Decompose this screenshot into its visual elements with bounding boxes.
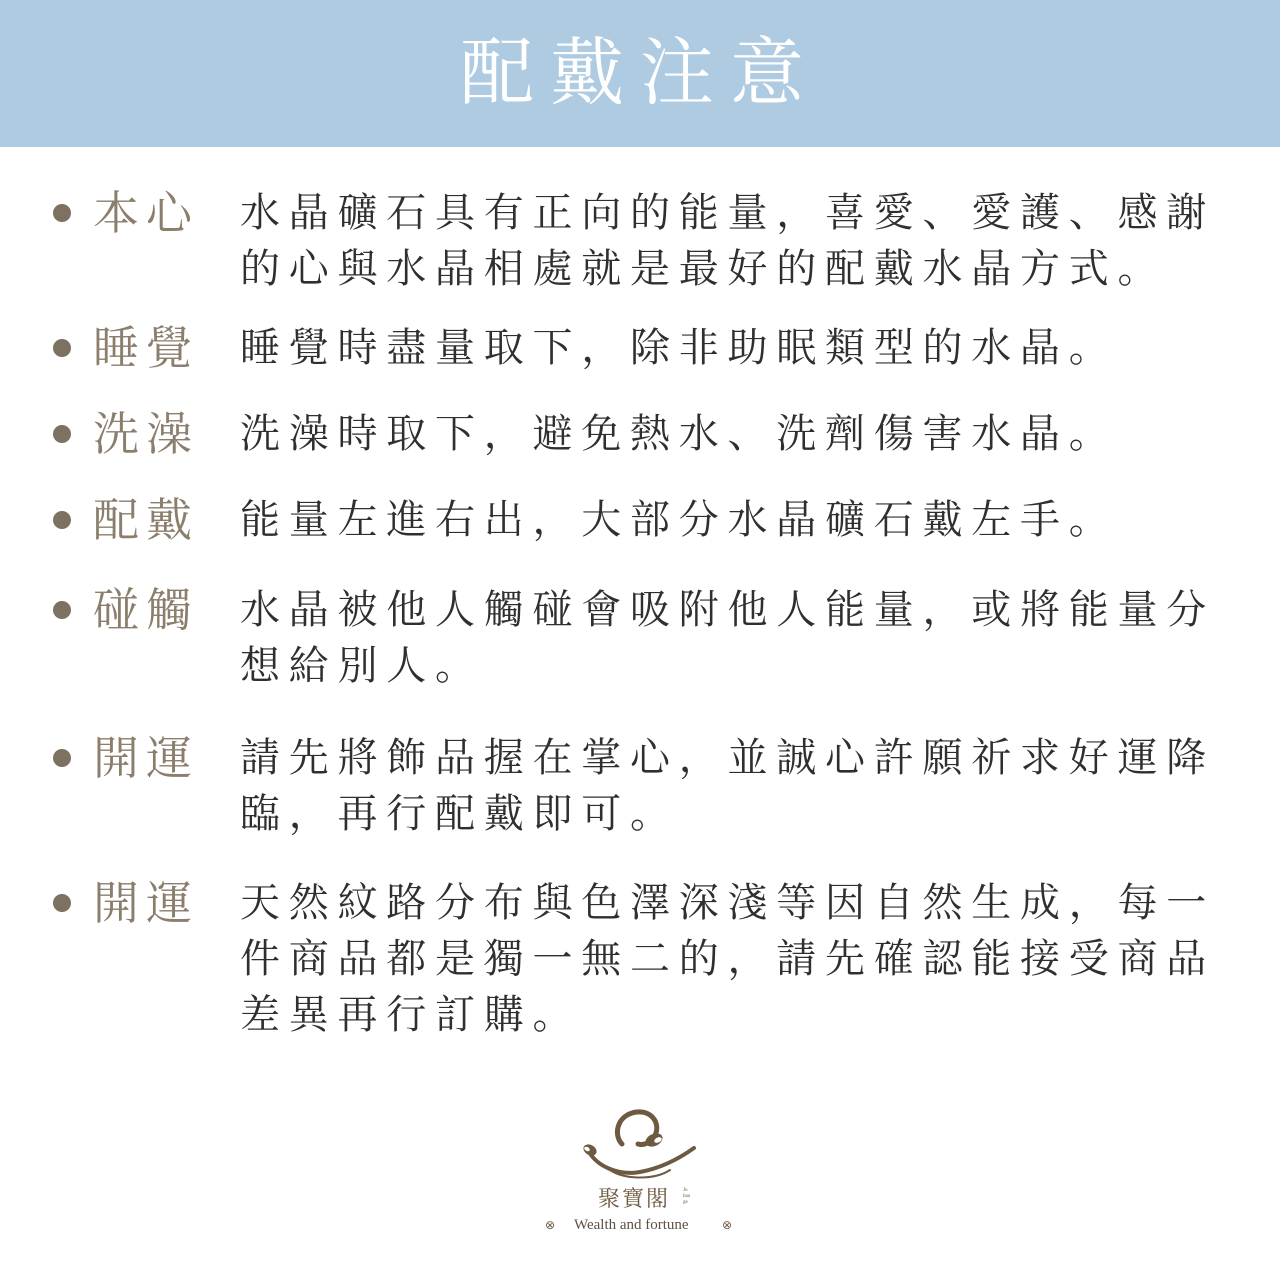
bullet-dot-icon [53,601,71,619]
item-label: 開運 [93,876,199,930]
item-label: 配戴 [93,493,199,547]
item-text-line: 睡覺時盡量取下，除非助眠類型的水晶。 [240,325,1118,371]
item-text [240,875,1240,1043]
item-label: 開運 [93,731,199,785]
logo-tagline: Wealth and fortune [574,1217,689,1233]
item-text-line: 洗澡時取下，避免熱水、洗劑傷害水晶。 [240,411,1118,457]
item-label: 碰觸 [93,583,199,637]
item-text-line: 臨，再行配戴即可。 [240,791,679,837]
item-text-line: 水晶礦石具有正向的能量，喜愛、愛護、感謝 [240,190,1215,236]
item-text-line: 件商品都是獨一無二的，請先確認能接受商品 [240,936,1215,982]
item-text-line: 請先將飾品握在掌心，並誠心許願祈求好運降 [240,735,1215,781]
item-label: 洗澡 [93,407,199,461]
bullet-dot-icon [53,425,71,443]
header-band [0,0,1280,147]
ornament-right-icon: ⊗ [722,1218,733,1232]
item-text-line: 天然紋路分布與色澤深淺等因自然生成，每一 [240,880,1215,926]
item-text [240,320,1240,376]
logo-brand-name: 聚寶閣 [598,1187,671,1212]
bullet-dot-icon [53,511,71,529]
item-text [240,492,1240,548]
bullet-dot-icon [53,749,71,767]
item-text [240,185,1240,297]
bullet-dot-icon [53,894,71,912]
logo-romanization [683,1188,697,1206]
item-text-line: 能量左進右出，大部分水晶礦石戴左手。 [240,497,1118,543]
swirl-circle-logo-icon [570,1100,710,1190]
item-label: 本心 [93,186,199,240]
item-text-line: 的心與水晶相處就是最好的配戴水晶方式。 [240,246,1167,292]
ornament-left-icon: ⊗ [545,1218,556,1232]
item-text [240,730,1240,842]
page-title: 配戴注意 [460,30,820,116]
bullet-dot-icon [53,204,71,222]
bullet-dot-icon [53,339,71,357]
item-text [240,406,1240,462]
logo-romanization-line: ge [683,1200,688,1205]
item-text-line: 想給別人。 [240,643,484,689]
item-text-line: 差異再行訂購。 [240,992,582,1038]
item-text [240,582,1240,694]
logo-romanization-line: bao [683,1194,691,1199]
logo-romanization-line: Ju [683,1188,688,1193]
item-text-line: 水晶被他人觸碰會吸附他人能量，或將能量分 [240,587,1215,633]
item-label: 睡覺 [93,321,199,375]
